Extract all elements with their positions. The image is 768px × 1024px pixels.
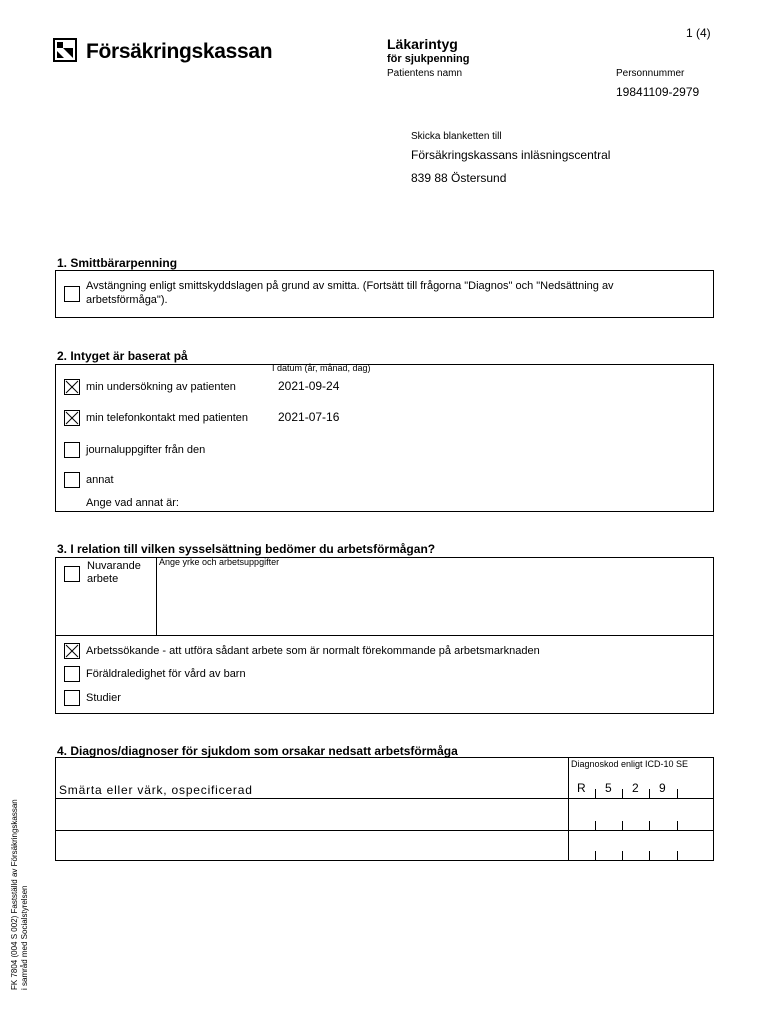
patient-name-label: Patientens namn: [387, 68, 463, 79]
personnummer-label: Personnummer: [616, 68, 685, 79]
job-seeker-checkbox[interactable]: [64, 643, 80, 659]
code-separator: [649, 789, 650, 798]
code-separator: [622, 789, 623, 798]
section2-box: [55, 364, 714, 512]
code-separator: [649, 821, 650, 830]
code-separator: [595, 821, 596, 830]
icd-code-char-2[interactable]: 5: [605, 781, 612, 795]
section2-title: 2. Intyget är baserat på: [57, 349, 188, 363]
current-work-label-line1: Nuvarande: [87, 560, 141, 572]
job-seeker-label: Arbetssökande - att utföra sådant arbete som är normalt förekommande på arbetsmarknaden: [86, 645, 540, 657]
divider: [56, 798, 713, 799]
code-separator: [649, 851, 650, 860]
side-text-line1: FK 7804 (004 S 002) Fastställd av Försäkringskassan: [10, 799, 19, 990]
checkmark-x-icon: [65, 411, 79, 425]
form-footer-side-text: [10, 799, 30, 990]
diagnosis-text-1[interactable]: Smärta eller värk, ospecificerad: [59, 783, 253, 797]
code-separator: [622, 821, 623, 830]
code-separator: [595, 851, 596, 860]
phone-label: min telefonkontakt med patienten: [86, 412, 249, 424]
other-checkbox[interactable]: [64, 472, 80, 488]
code-separator: [677, 851, 678, 860]
diagnosis-table: [55, 757, 714, 861]
current-work-checkbox[interactable]: [64, 566, 80, 582]
studies-label: Studier: [86, 692, 121, 704]
contagion-label-line2: arbetsförmåga").: [86, 294, 168, 306]
date-column-header: I datum (år, månad, dag): [272, 363, 371, 373]
code-separator: [595, 789, 596, 798]
phone-date[interactable]: 2021-07-16: [278, 410, 340, 424]
icd-code-char-1[interactable]: R: [577, 781, 586, 795]
code-separator: [677, 789, 678, 798]
send-to-line2: 839 88 Östersund: [411, 171, 507, 185]
section1-title: 1. Smittbärarpenning: [57, 256, 178, 270]
code-separator: [677, 821, 678, 830]
form-subtitle: för sjukpenning: [387, 53, 470, 65]
contagion-checkbox[interactable]: [64, 286, 80, 302]
exam-checkbox[interactable]: [64, 379, 80, 395]
divider: [156, 558, 157, 636]
send-to-label: Skicka blanketten till: [411, 131, 502, 142]
parental-leave-label: Föräldraledighet för vård av barn: [86, 668, 246, 680]
journal-label: journaluppgifter från den: [86, 444, 206, 456]
checkmark-x-icon: [65, 644, 79, 658]
logo-text: Försäkringskassan: [86, 40, 273, 63]
section4-title: 4. Diagnos/diagnoser för sjukdom som orsakar nedsatt arbetsförmåga: [57, 744, 458, 758]
code-separator: [622, 851, 623, 860]
section1-box: [55, 270, 714, 318]
personnummer-value[interactable]: 19841109-2979: [616, 85, 700, 99]
studies-checkbox[interactable]: [64, 690, 80, 706]
current-work-label-line2: arbete: [87, 573, 119, 585]
journal-checkbox[interactable]: [64, 442, 80, 458]
icd-code-char-3[interactable]: 2: [632, 781, 639, 795]
checkmark-x-icon: [65, 380, 79, 394]
divider: [568, 758, 569, 860]
phone-checkbox[interactable]: [64, 410, 80, 426]
other-specify-label: Ange vad annat är:: [86, 497, 179, 509]
other-label: annat: [86, 474, 114, 486]
exam-date[interactable]: 2021-09-24: [278, 379, 340, 393]
icd-code-header: Diagnoskod enligt ICD-10 SE: [571, 759, 689, 769]
icd-code-char-4[interactable]: 9: [659, 781, 666, 795]
section3-box: [55, 557, 714, 714]
side-text-line2: i samråd med Socialstyrelsen: [20, 885, 29, 990]
form-title: Läkarintyg: [387, 36, 458, 52]
send-to-line1: Försäkringskassans inläsningscentral: [411, 148, 611, 162]
forsakringskassan-logo-icon: [53, 38, 77, 62]
divider: [56, 830, 713, 831]
section3-title: 3. I relation till vilken sysselsättning bedömer du arbetsförmågan?: [57, 542, 436, 556]
exam-label: min undersökning av patienten: [86, 381, 236, 393]
parental-leave-checkbox[interactable]: [64, 666, 80, 682]
divider: [56, 635, 713, 636]
occupation-hint: Ange yrke och arbetsuppgifter: [159, 557, 280, 567]
page-indicator: 1 (4): [686, 26, 711, 40]
contagion-label-line1: Avstängning enligt smittskyddslagen på grund av smitta. (Fortsätt till frågorna "Diagnos" och "Nedsättning av: [86, 280, 614, 292]
